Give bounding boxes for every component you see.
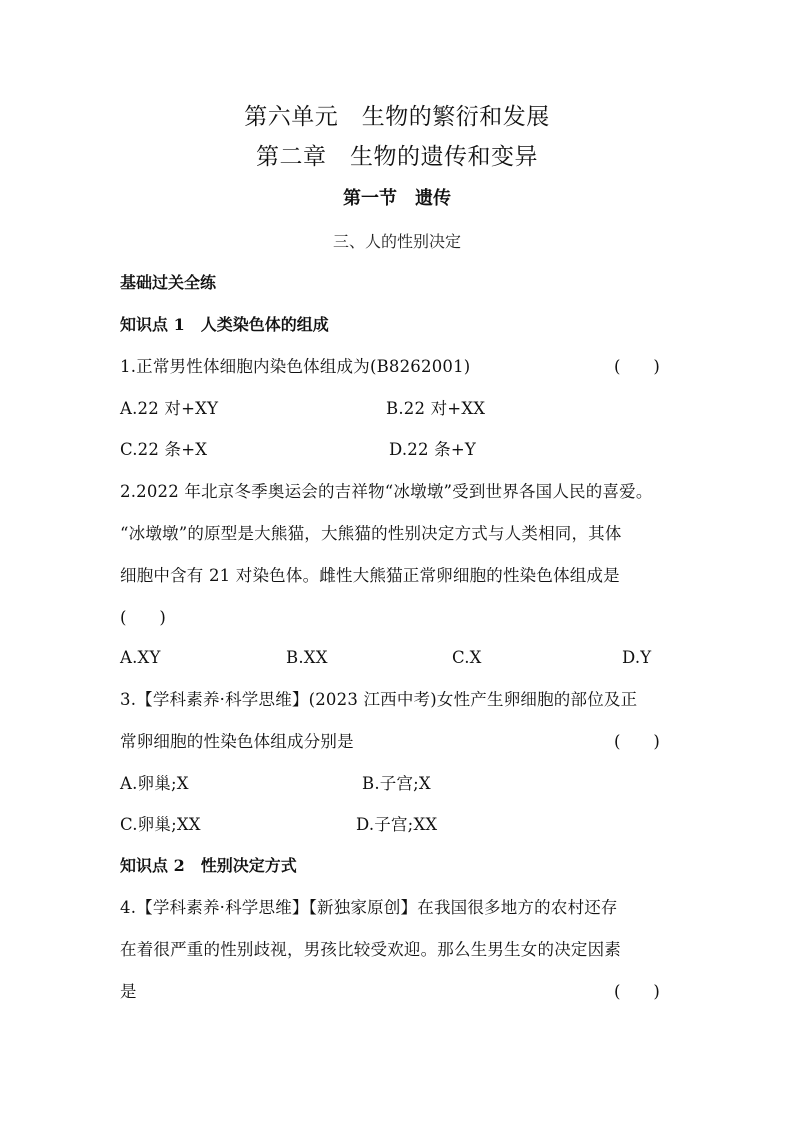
- question-2-answer-blank: ( ): [120, 608, 166, 627]
- question-3-option-d: D.子宫;XX: [356, 815, 438, 834]
- question-1-option-b: B.22 对+XX: [386, 399, 486, 418]
- question-3-option-a: A.卵巢;X: [120, 774, 189, 793]
- section-title: 第一节 遗传: [343, 188, 451, 209]
- question-3-option-b: B.子宫;X: [362, 774, 431, 793]
- question-4-answer-blank: ( ): [614, 982, 660, 1001]
- question-2-option-a: A.XY: [120, 648, 161, 667]
- question-2-line-1: 2.2022 年北京冬季奥运会的吉祥物“冰墩墩”受到世界各国人民的喜爱。: [120, 482, 653, 501]
- question-1-answer-blank: ( ): [614, 357, 660, 376]
- question-3-line-1: 3.【学科素养·科学思维】(2023 江西中考)女性产生卵细胞的部位及正: [120, 690, 638, 709]
- knowledge-point-heading: 知识点 1 人类染色体的组成: [120, 315, 329, 334]
- unit-title: 第六单元 生物的繁衍和发展: [244, 104, 550, 130]
- question-3-line-2: 常卵细胞的性染色体组成分别是: [120, 732, 354, 751]
- question-2-line-3: 细胞中含有 21 对染色体。雌性大熊猫正常卵细胞的性染色体组成是: [120, 566, 620, 585]
- question-2-option-c: C.X: [452, 648, 482, 667]
- practice-label: 基础过关全练: [120, 273, 217, 292]
- question-1-option-c: C.22 条+X: [120, 440, 208, 459]
- question-3-option-c: C.卵巢;XX: [120, 815, 201, 834]
- question-2-option-b: B.XX: [286, 648, 328, 667]
- question-4-line-3: 是: [120, 982, 137, 1001]
- question-2-line-2: “冰墩墩”的原型是大熊猫，大熊猫的性别决定方式与人类相同，其体: [120, 524, 622, 543]
- knowledge-point-heading: 知识点 2 性别决定方式: [120, 856, 297, 875]
- chapter-title: 第二章 生物的遗传和变异: [256, 144, 538, 170]
- subsection-title: 三、人的性别决定: [332, 232, 461, 251]
- question-4-line-2: 在着很严重的性别歧视，男孩比较受欢迎。那么生男生女的决定因素: [120, 940, 621, 959]
- question-1-option-d: D.22 条+Y: [389, 440, 476, 459]
- question-1-option-a: A.22 对+XY: [120, 399, 219, 418]
- question-3-answer-blank: ( ): [614, 732, 660, 751]
- question-1-line-1: 1.正常男性体细胞内染色体组成为(B8262001): [120, 357, 471, 376]
- question-2-option-d: D.Y: [622, 648, 652, 667]
- question-4-line-1: 4.【学科素养·科学思维】【新独家原创】在我国很多地方的农村还存: [120, 898, 618, 917]
